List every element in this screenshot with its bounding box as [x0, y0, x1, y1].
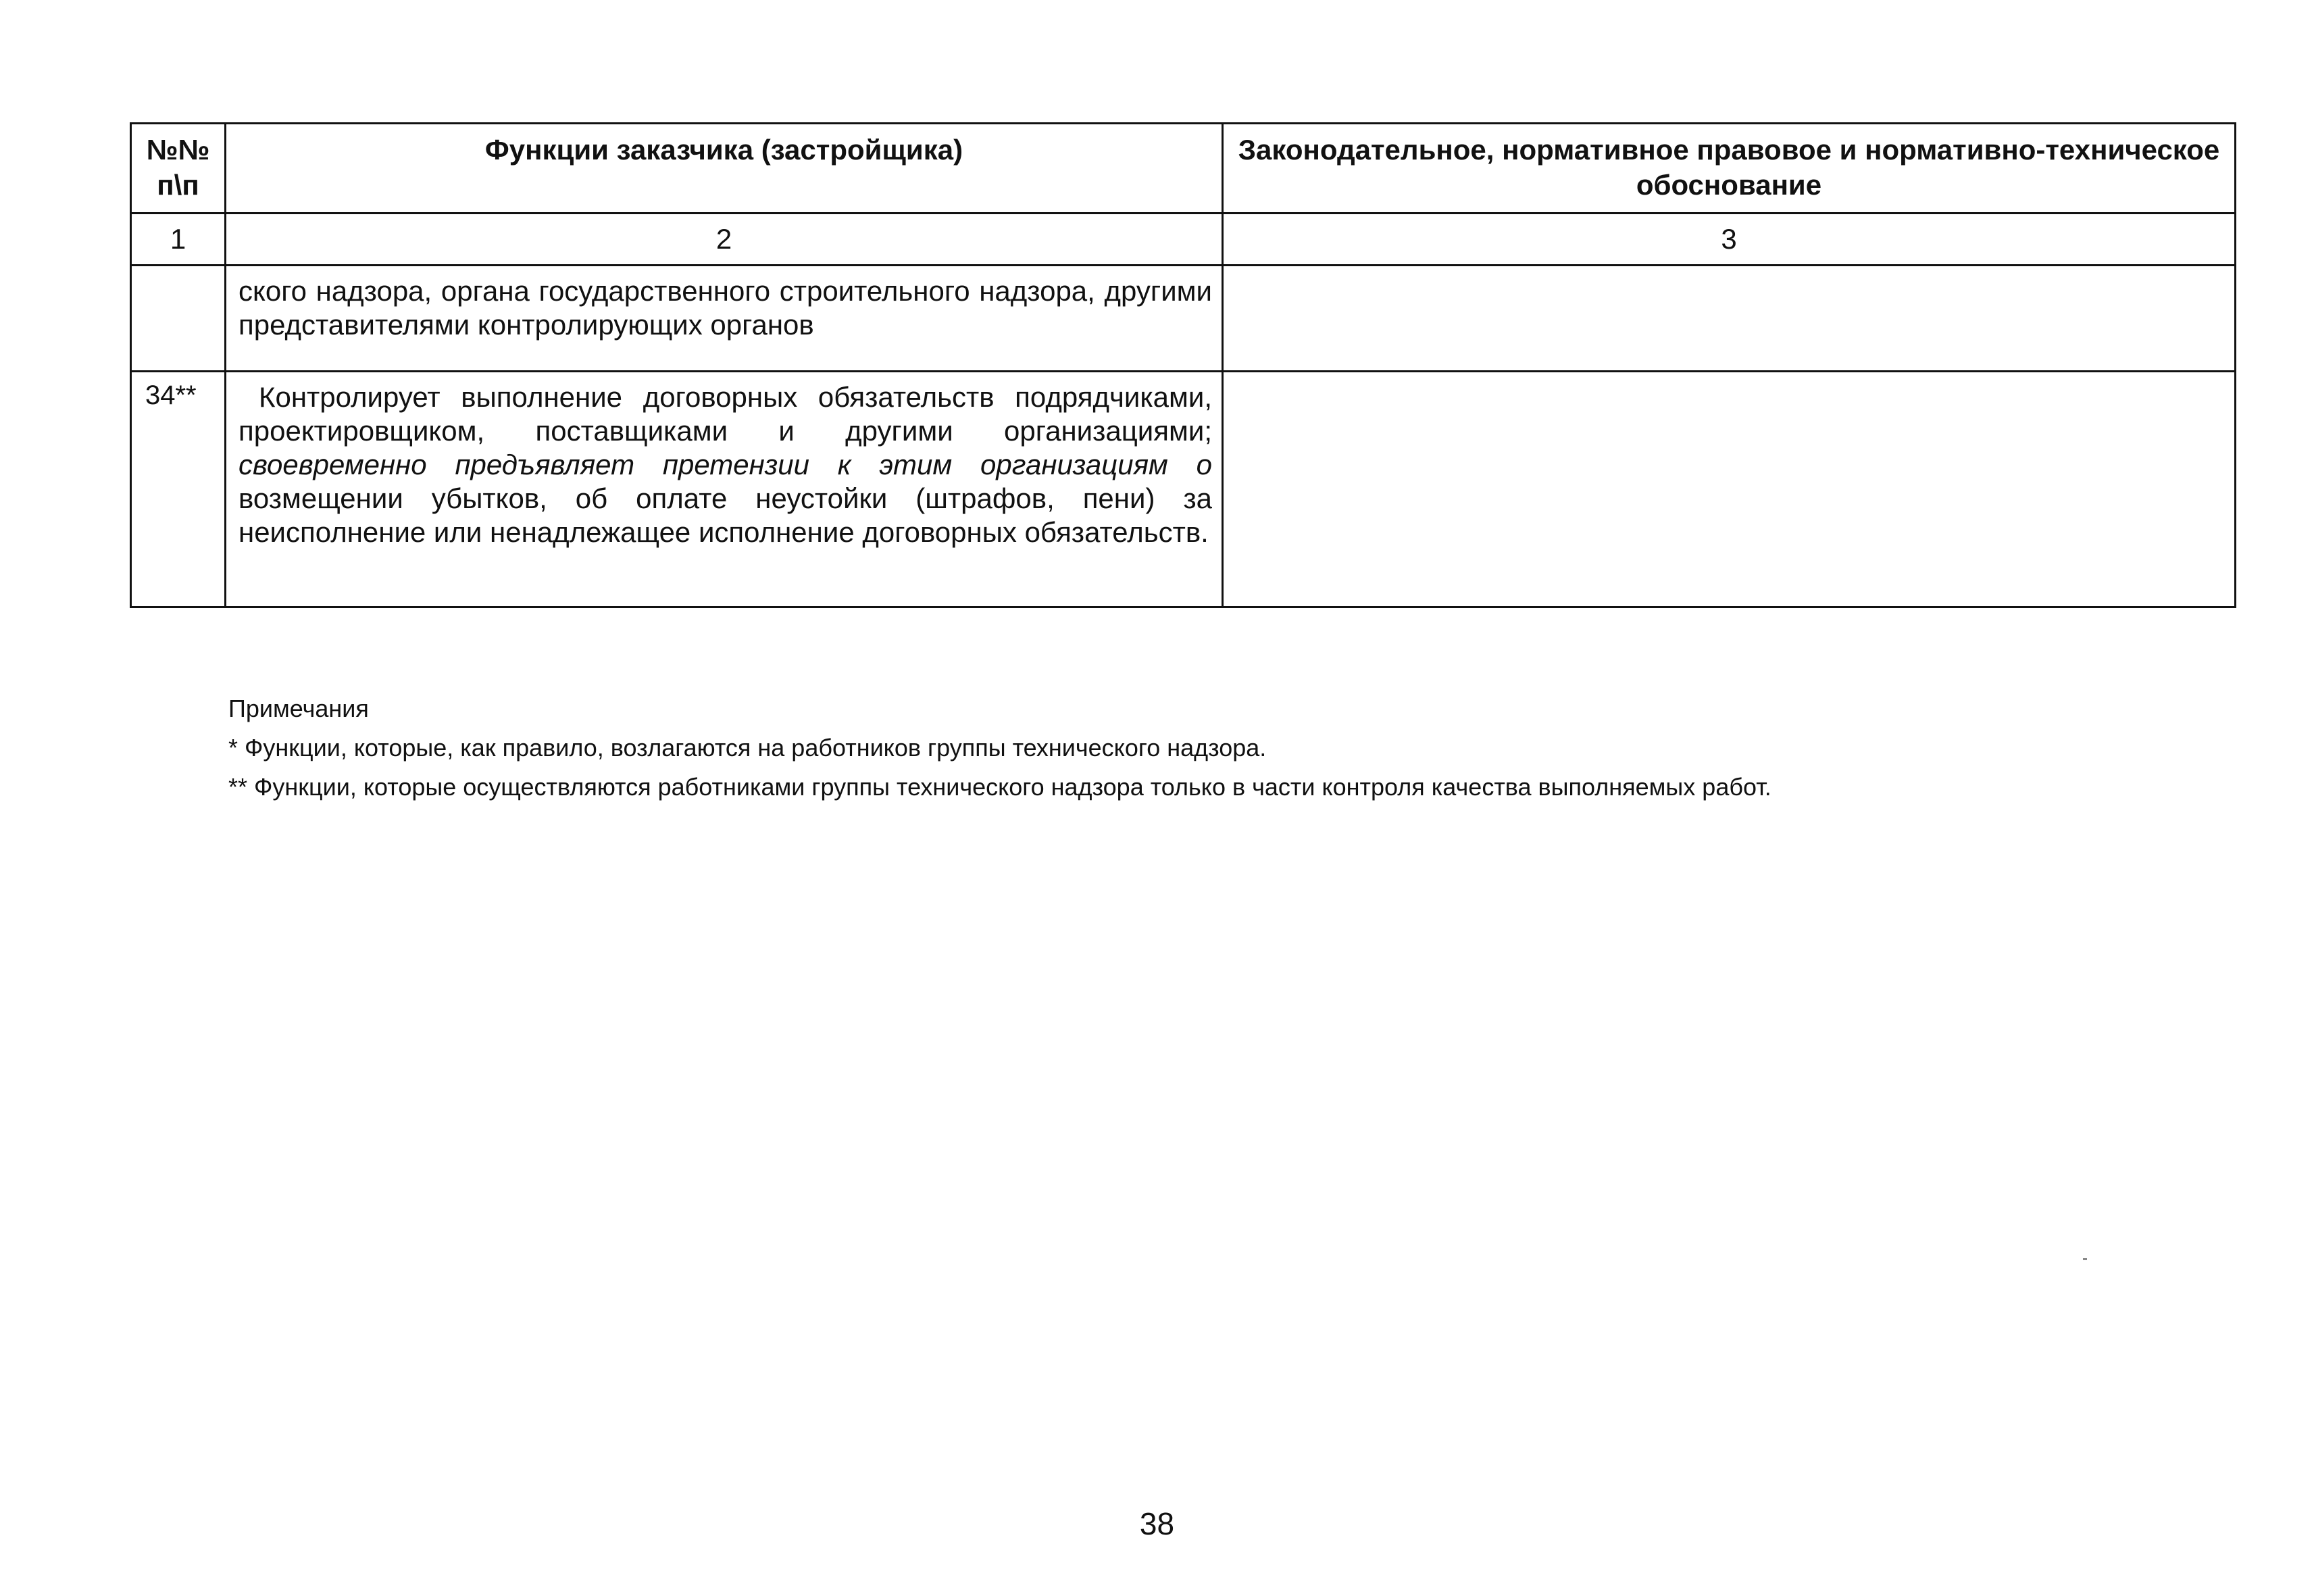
table-row [131, 372, 2236, 607]
function-text: ского надзора, органа государственного строительного надзора, другими представителями контролирующих органов [226, 266, 1223, 372]
function-text-italic: своевременно предъявляет претензии к этим организациям о [238, 449, 1212, 480]
functions-table [130, 122, 2236, 608]
column-index-3: 3 [1223, 214, 2236, 266]
page-number: 38 [1139, 1506, 1175, 1541]
row-number: 34** [131, 372, 226, 607]
note-item: * Функции, которые, как правило, возлагаются на работников группы технического надзора. [228, 734, 1267, 762]
justification-text [1223, 372, 2236, 607]
note-item: ** Функции, которые осуществляются работниками группы технического надзора только в части контроля качества выполняемых работ. [228, 773, 1771, 801]
function-text-part-2: возмещении убытков, об оплате неустойки (штрафов, пени) за неисполнение или ненадлежащее исполнение договорных обязательств. [238, 482, 1212, 548]
header-num: №№ п\п [131, 124, 226, 214]
header-justification: Законодательное, нормативное правовое и нормативно-техническое обоснование [1223, 124, 2236, 214]
table-row [131, 266, 2236, 372]
table-header-row [131, 124, 2236, 214]
justification-text [1223, 266, 2236, 372]
column-index-row [131, 214, 2236, 266]
column-index-2: 2 [226, 214, 1223, 266]
notes-title: Примечания [228, 695, 369, 722]
column-index-1: 1 [131, 214, 226, 266]
function-text [226, 372, 1223, 607]
notes-section [228, 689, 1771, 807]
row-number [131, 266, 226, 372]
function-text-part-1: Контролирует выполнение договорных обязательств подрядчиками, проектировщиком, поставщиками и другими организациями; [238, 381, 1212, 447]
header-functions: Функции заказчика (застройщика) [226, 124, 1223, 214]
scan-speck [2083, 1258, 2087, 1260]
